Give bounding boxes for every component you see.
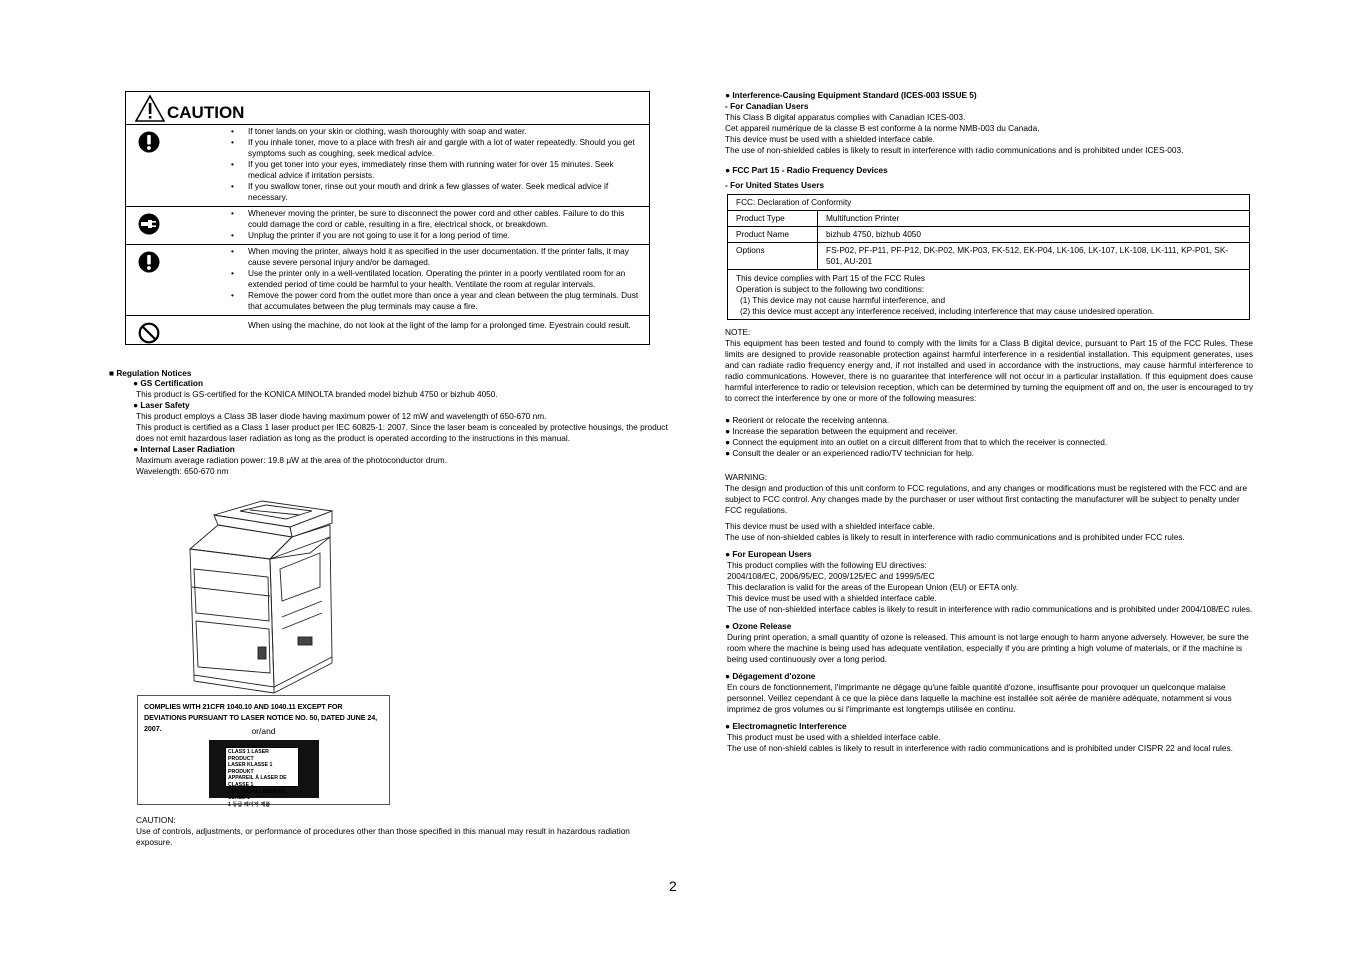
internal-laser-text: Maximum average radiation power: 19.8 μW at the area of the photoconductor drum. (136, 455, 448, 465)
internal-laser-title: ● Internal Laser Radiation (133, 444, 235, 454)
regulation-notices (133, 378, 672, 477)
fcc-condition-line: This device complies with Part 15 of the FCC Rules (736, 273, 926, 283)
compliance-line: DEVIATIONS PURSUANT TO LASER NOTICE NO. 50, DATED JUNE 24, 2007. (144, 713, 378, 733)
canadian-line: This device must be used with a shielded interface cable. (725, 134, 935, 144)
caution-item: • Use the printer only in a well-ventilated location. Operating the printer in a poorly ventilated room for an extended period of time could be harmful to your health. Ventilate the room at regular intervals. (248, 268, 641, 290)
degagement-ozone-title: ● Dégagement d'ozone (725, 671, 816, 681)
table-row (728, 211, 1250, 227)
laser-caution-title: CAUTION: (136, 815, 176, 825)
eu-line: This declaration is valid for the areas of the European Union (EU) or EFTA only. (727, 582, 1019, 592)
gs-certification-text: This product is GS-certified for the KONICA MINOLTA branded model bizhub 4750 or bizhub 4050. (136, 389, 498, 399)
laser-caution-note (136, 815, 656, 848)
or-and-text: or/and (251, 726, 276, 736)
gs-certification-title: ● GS Certification (133, 378, 204, 388)
caution-box (125, 91, 650, 345)
table-cell-label: Product Type (728, 211, 818, 227)
regulation-notices-heading: ■ Regulation Notices (109, 368, 192, 378)
laser-caution-text: Use of controls, adjustments, or performance of procedures other than those specified in this manual may result in hazardous radiation exposure. (136, 826, 630, 847)
caution-item: • Remove the power cord from the outlet more than once a year and clean between the plug terminals. Dust that accumulates between the plug terminals may cause a fire. (248, 290, 641, 312)
measures-list (725, 415, 1253, 459)
list-item: ● Increase the separation between the equipment and receiver. (725, 426, 958, 436)
right-column (725, 90, 1253, 754)
emi-text: The use of non-shield cables is likely to result in interference with radio communications and is prohibited under CISPR 22 and local rules. (727, 743, 1233, 753)
class1-line: LASER KLASSE 1 PRODUKT (228, 762, 273, 775)
table-cell-value: FS-P02, PF-P11, PF-P12, DK-P02, MK-P03, FK-512, EK-P04, LK-106, LK-107, LK-108, LK-111, KP-P01, SK-501, AU-201 (818, 243, 1250, 270)
laser-compliance-label (137, 695, 390, 808)
mandatory-action-icon (138, 251, 160, 273)
shielded-cable-text: This device must be used with a shielded interface cable. (725, 521, 935, 531)
caution-item: • If toner lands on your skin or clothing, wash thoroughly with soap and water. (248, 126, 641, 137)
prohibited-icon (138, 322, 160, 344)
eu-line: 2004/108/EC, 2006/95/EC, 2009/125/EC and 1999/5/EC (727, 571, 935, 581)
emi-text: This product must be used with a shielded interface cable. (727, 732, 941, 742)
list-item: ● Connect the equipment into an outlet on a circuit different from that to which the receiver is connected. (725, 437, 1108, 447)
table-cell-value: Multifunction Printer (818, 211, 1250, 227)
us-users-title: - For United States Users (725, 180, 825, 190)
laser-safety-title: ● Laser Safety (133, 400, 190, 410)
mandatory-action-icon (138, 131, 160, 153)
caution-item: • If you get toner into your eyes, immediately rinse them with running water for over 15 minutes. Seek medical advice if irritation persists. (248, 159, 641, 181)
caution-item: • Unplug the printer if you are not going to use it for a long period of time. (248, 230, 641, 241)
fcc-table-header: FCC: Declaration of Conformity (728, 195, 1250, 211)
class1-laser-label (209, 740, 319, 808)
eu-line: The use of non-shielded interface cables is likely to result in interference with radio communications and is prohibited under 2004/108/EC rules. (727, 604, 1253, 614)
eu-line: This device must be used with a shielded interface cable. (727, 593, 937, 603)
shielded-cable-text: The use of non-shielded cables is likely to result in interference with radio communications and is prohibited under FCC rules. (725, 532, 1185, 542)
unplug-icon (138, 213, 160, 235)
eu-line: This product complies with the following EU directives: (727, 560, 927, 570)
table-row (728, 243, 1250, 270)
caution-item: • If you inhale toner, move to a place with fresh air and gargle with a lot of water repeatedly. Should you get symptoms such as coughing, seek medical advice. (248, 137, 641, 159)
canadian-line: Cet appareil numérique de la classe B est conforme à la norme NMB-003 du Canada. (725, 123, 1040, 133)
caution-title: CAUTION (167, 103, 245, 122)
warning-triangle-icon (135, 95, 165, 122)
note-text: This equipment has been tested and found to comply with the limits for a Class B digital device, pursuant to Part 15 of the FCC Rules. These limits are designed to provide reasonable protection against harmful interference in a residential installation. This equipment generates, uses and can radiate radio frequency energy and, if not installed and used in accordance with the instructions, may cause harmful interference to radio communications. However, there is no guarantee that interference will not occur in a particular installation. If this equipment does cause harmful interference to radio or television reception, which can be determined by turning the equipment off and on, the user is encouraged to try to correct the interference by one or more of the following measures: (725, 338, 1253, 403)
printer-illustration (170, 497, 345, 697)
caution-item: • When moving the printer, always hold it as specified in the user documentation. If the printer falls, it may cause severe personal injury and/or be damaged. (248, 246, 641, 268)
compliance-line: COMPLIES WITH 21CFR 1040.10 AND 1040.11 EXCEPT FOR (144, 702, 343, 711)
canadian-users-title: - For Canadian Users (725, 101, 809, 111)
internal-laser-text: Wavelength: 650-670 nm (136, 466, 229, 476)
warning-text: The design and production of this unit conform to FCC regulations, and any changes or modifications must be registered with the FCC and are subject to FCC control. Any changes made by the purchaser or user without first contacting the manufacturer will be subject to penalty under FCC regulations. (725, 483, 1248, 515)
table-cell-value: bizhub 4750, bizhub 4050 (818, 227, 1250, 243)
note-title: NOTE: (725, 327, 751, 337)
caution-section-toner (126, 125, 649, 207)
canadian-line: This Class B digital apparatus complies with Canadian ICES-003. (725, 112, 966, 122)
list-item: ● Consult the dealer or an experienced radio/TV technician for help. (725, 448, 974, 458)
fcc-condition-line: (1) This device may not cause harmful interference, and (740, 295, 946, 305)
table-cell-label: Product Name (728, 227, 818, 243)
class1-line: PRODUCTO LÁSER DE CLASE 1 (228, 788, 286, 802)
class1-line: APPAREIL À LASER DE CLASSE 1 (228, 775, 287, 788)
ozone-release-text: During print operation, a small quantity of ozone is released. This amount is not large enough to harm anyone adversely. However, be sure the room where the machine is being used has adequate ventilation, especially if you are printing a high volume of materials, or if the machine is being used continuously over a long period. (727, 632, 1249, 664)
table-cell-label: Options (728, 243, 818, 270)
caution-section-power (126, 207, 649, 245)
list-item: ● Reorient or relocate the receiving antenna. (725, 415, 890, 425)
table-row (728, 227, 1250, 243)
emi-title: ● Electromagnetic Interference (725, 721, 847, 731)
caution-header (126, 92, 649, 125)
class1-line: CLASS 1 LASER PRODUCT (228, 749, 269, 762)
caution-item: • Whenever moving the printer, be sure to disconnect the power cord and other cables. Failure to do this could damage the cord or cable, resulting in a fire, electrical shock, or breakdown. (248, 208, 641, 230)
laser-safety-text: This product is certified as a Class 1 laser product per IEC 60825-1: 2007. Since the laser beam is concealed by protective housings, the product does not emit hazardous laser radiation as long as the product is operated according to the instructions in this manual. (136, 422, 668, 443)
ozone-release-title: ● Ozone Release (725, 621, 792, 631)
page-number: 2 (669, 878, 677, 894)
ices-title: ● Interference-Causing Equipment Standard (ICES-003 ISSUE 5) (725, 90, 977, 100)
caution-section-lamp (126, 316, 649, 344)
caution-item: • If you swallow toner, rinse out your mouth and drink a few glasses of water. Seek medical advice if necessary. (248, 181, 641, 203)
fcc-table-footer (728, 270, 1250, 320)
class1-line: 1 등급 레이저 제품 (228, 801, 271, 808)
european-users-title: ● For European Users (725, 549, 812, 559)
fcc-part15-title: ● FCC Part 15 - Radio Frequency Devices (725, 165, 888, 175)
canadian-line: The use of non-shielded cables is likely to result in interference with radio communications and is prohibited under ICES-003. (725, 145, 1184, 155)
fcc-condition-line: Operation is subject to the following two conditions: (736, 284, 925, 294)
fcc-declaration-table (727, 194, 1250, 320)
caution-section-moving (126, 245, 649, 316)
warning-title: WARNING: (725, 472, 768, 482)
fcc-condition-line: (2) this device must accept any interference received, including interference that may cause undesired operation. (740, 306, 1155, 316)
caution-lamp-text: When using the machine, do not look at the light of the lamp for a prolonged time. Eyestrain could result. (248, 320, 631, 330)
degagement-ozone-text: En cours de fonctionnement, l'imprimante ne dégage qu'une faible quantité d'ozone, insuffisante pour provoquer un quelconque malaise personnel. Veillez cependant à ce que la pièce dans laquelle la machine est installée soit aérée de manière adéquate, notamment si vous imprimez de gros volumes ou si l'imprimante est longtemps utilisée en continu. (727, 682, 1232, 714)
laser-safety-text: This product employs a Class 3B laser diode having maximum power of 12 mW and wavelength of 650-670 nm. (136, 411, 547, 421)
